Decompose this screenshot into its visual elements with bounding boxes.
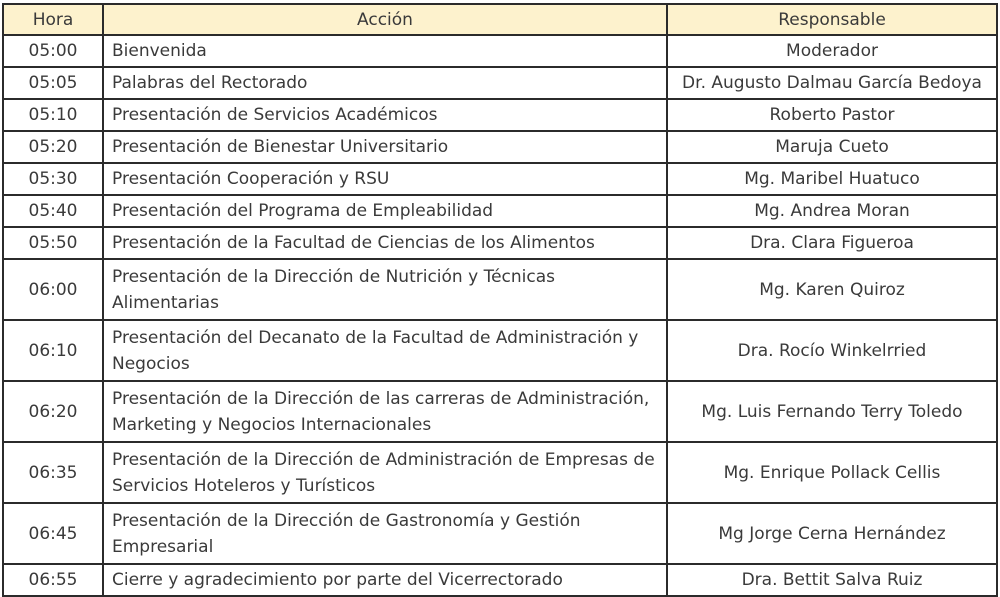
cell-hora: 05:20: [3, 131, 103, 163]
cell-responsable: Mg. Luis Fernando Terry Toledo: [667, 381, 997, 442]
cell-accion: Presentación de la Dirección de Nutrición y Técnicas Alimentarias: [103, 259, 667, 320]
cell-responsable: Dra. Bettit Salva Ruiz: [667, 564, 997, 596]
table-row: [3, 99, 997, 131]
cell-accion: Presentación de la Dirección de las carreras de Administración, Marketing y Negocios Internacionales: [103, 381, 667, 442]
table-row: [3, 564, 997, 596]
header-row: [3, 4, 997, 35]
cell-accion: Presentación de la Dirección de Administración de Empresas de Servicios Hoteleros y Turísticos: [103, 442, 667, 503]
cell-accion: Palabras del Rectorado: [103, 67, 667, 99]
cell-responsable: Mg Jorge Cerna Hernández: [667, 503, 997, 564]
cell-accion: Presentación Cooperación y RSU: [103, 163, 667, 195]
cell-hora: 05:00: [3, 35, 103, 67]
cell-responsable: Moderador: [667, 35, 997, 67]
cell-accion: Bienvenida: [103, 35, 667, 67]
table-row: [3, 259, 997, 320]
cell-hora: 06:10: [3, 320, 103, 381]
cell-hora: 06:55: [3, 564, 103, 596]
header-responsable: Responsable: [667, 4, 997, 35]
table-row: [3, 503, 997, 564]
schedule-table: [2, 3, 998, 597]
cell-accion: Presentación de Servicios Académicos: [103, 99, 667, 131]
cell-responsable: Mg. Maribel Huatuco: [667, 163, 997, 195]
header-accion: Acción: [103, 4, 667, 35]
cell-responsable: Mg. Andrea Moran: [667, 195, 997, 227]
cell-hora: 06:00: [3, 259, 103, 320]
table-row: [3, 320, 997, 381]
cell-responsable: Maruja Cueto: [667, 131, 997, 163]
cell-accion: Presentación de Bienestar Universitario: [103, 131, 667, 163]
table-row: [3, 227, 997, 259]
table-row: [3, 131, 997, 163]
cell-hora: 06:45: [3, 503, 103, 564]
cell-responsable: Roberto Pastor: [667, 99, 997, 131]
cell-accion: Presentación de la Dirección de Gastronomía y Gestión Empresarial: [103, 503, 667, 564]
cell-responsable: Dra. Clara Figueroa: [667, 227, 997, 259]
cell-hora: 05:10: [3, 99, 103, 131]
cell-hora: 05:50: [3, 227, 103, 259]
cell-accion: Presentación del Programa de Empleabilidad: [103, 195, 667, 227]
cell-hora: 05:30: [3, 163, 103, 195]
cell-hora: 06:35: [3, 442, 103, 503]
cell-accion: Presentación del Decanato de la Facultad de Administración y Negocios: [103, 320, 667, 381]
cell-hora: 05:05: [3, 67, 103, 99]
cell-hora: 06:20: [3, 381, 103, 442]
cell-responsable: Mg. Karen Quiroz: [667, 259, 997, 320]
cell-responsable: Dr. Augusto Dalmau García Bedoya: [667, 67, 997, 99]
table-row: [3, 195, 997, 227]
table-row: [3, 381, 997, 442]
cell-accion: Cierre y agradecimiento por parte del Vicerrectorado: [103, 564, 667, 596]
table-row: [3, 163, 997, 195]
table-row: [3, 67, 997, 99]
cell-accion: Presentación de la Facultad de Ciencias de los Alimentos: [103, 227, 667, 259]
cell-hora: 05:40: [3, 195, 103, 227]
table-row: [3, 35, 997, 67]
table-row: [3, 442, 997, 503]
cell-responsable: Dra. Rocío Winkelrried: [667, 320, 997, 381]
cell-responsable: Mg. Enrique Pollack Cellis: [667, 442, 997, 503]
header-hora: Hora: [3, 4, 103, 35]
